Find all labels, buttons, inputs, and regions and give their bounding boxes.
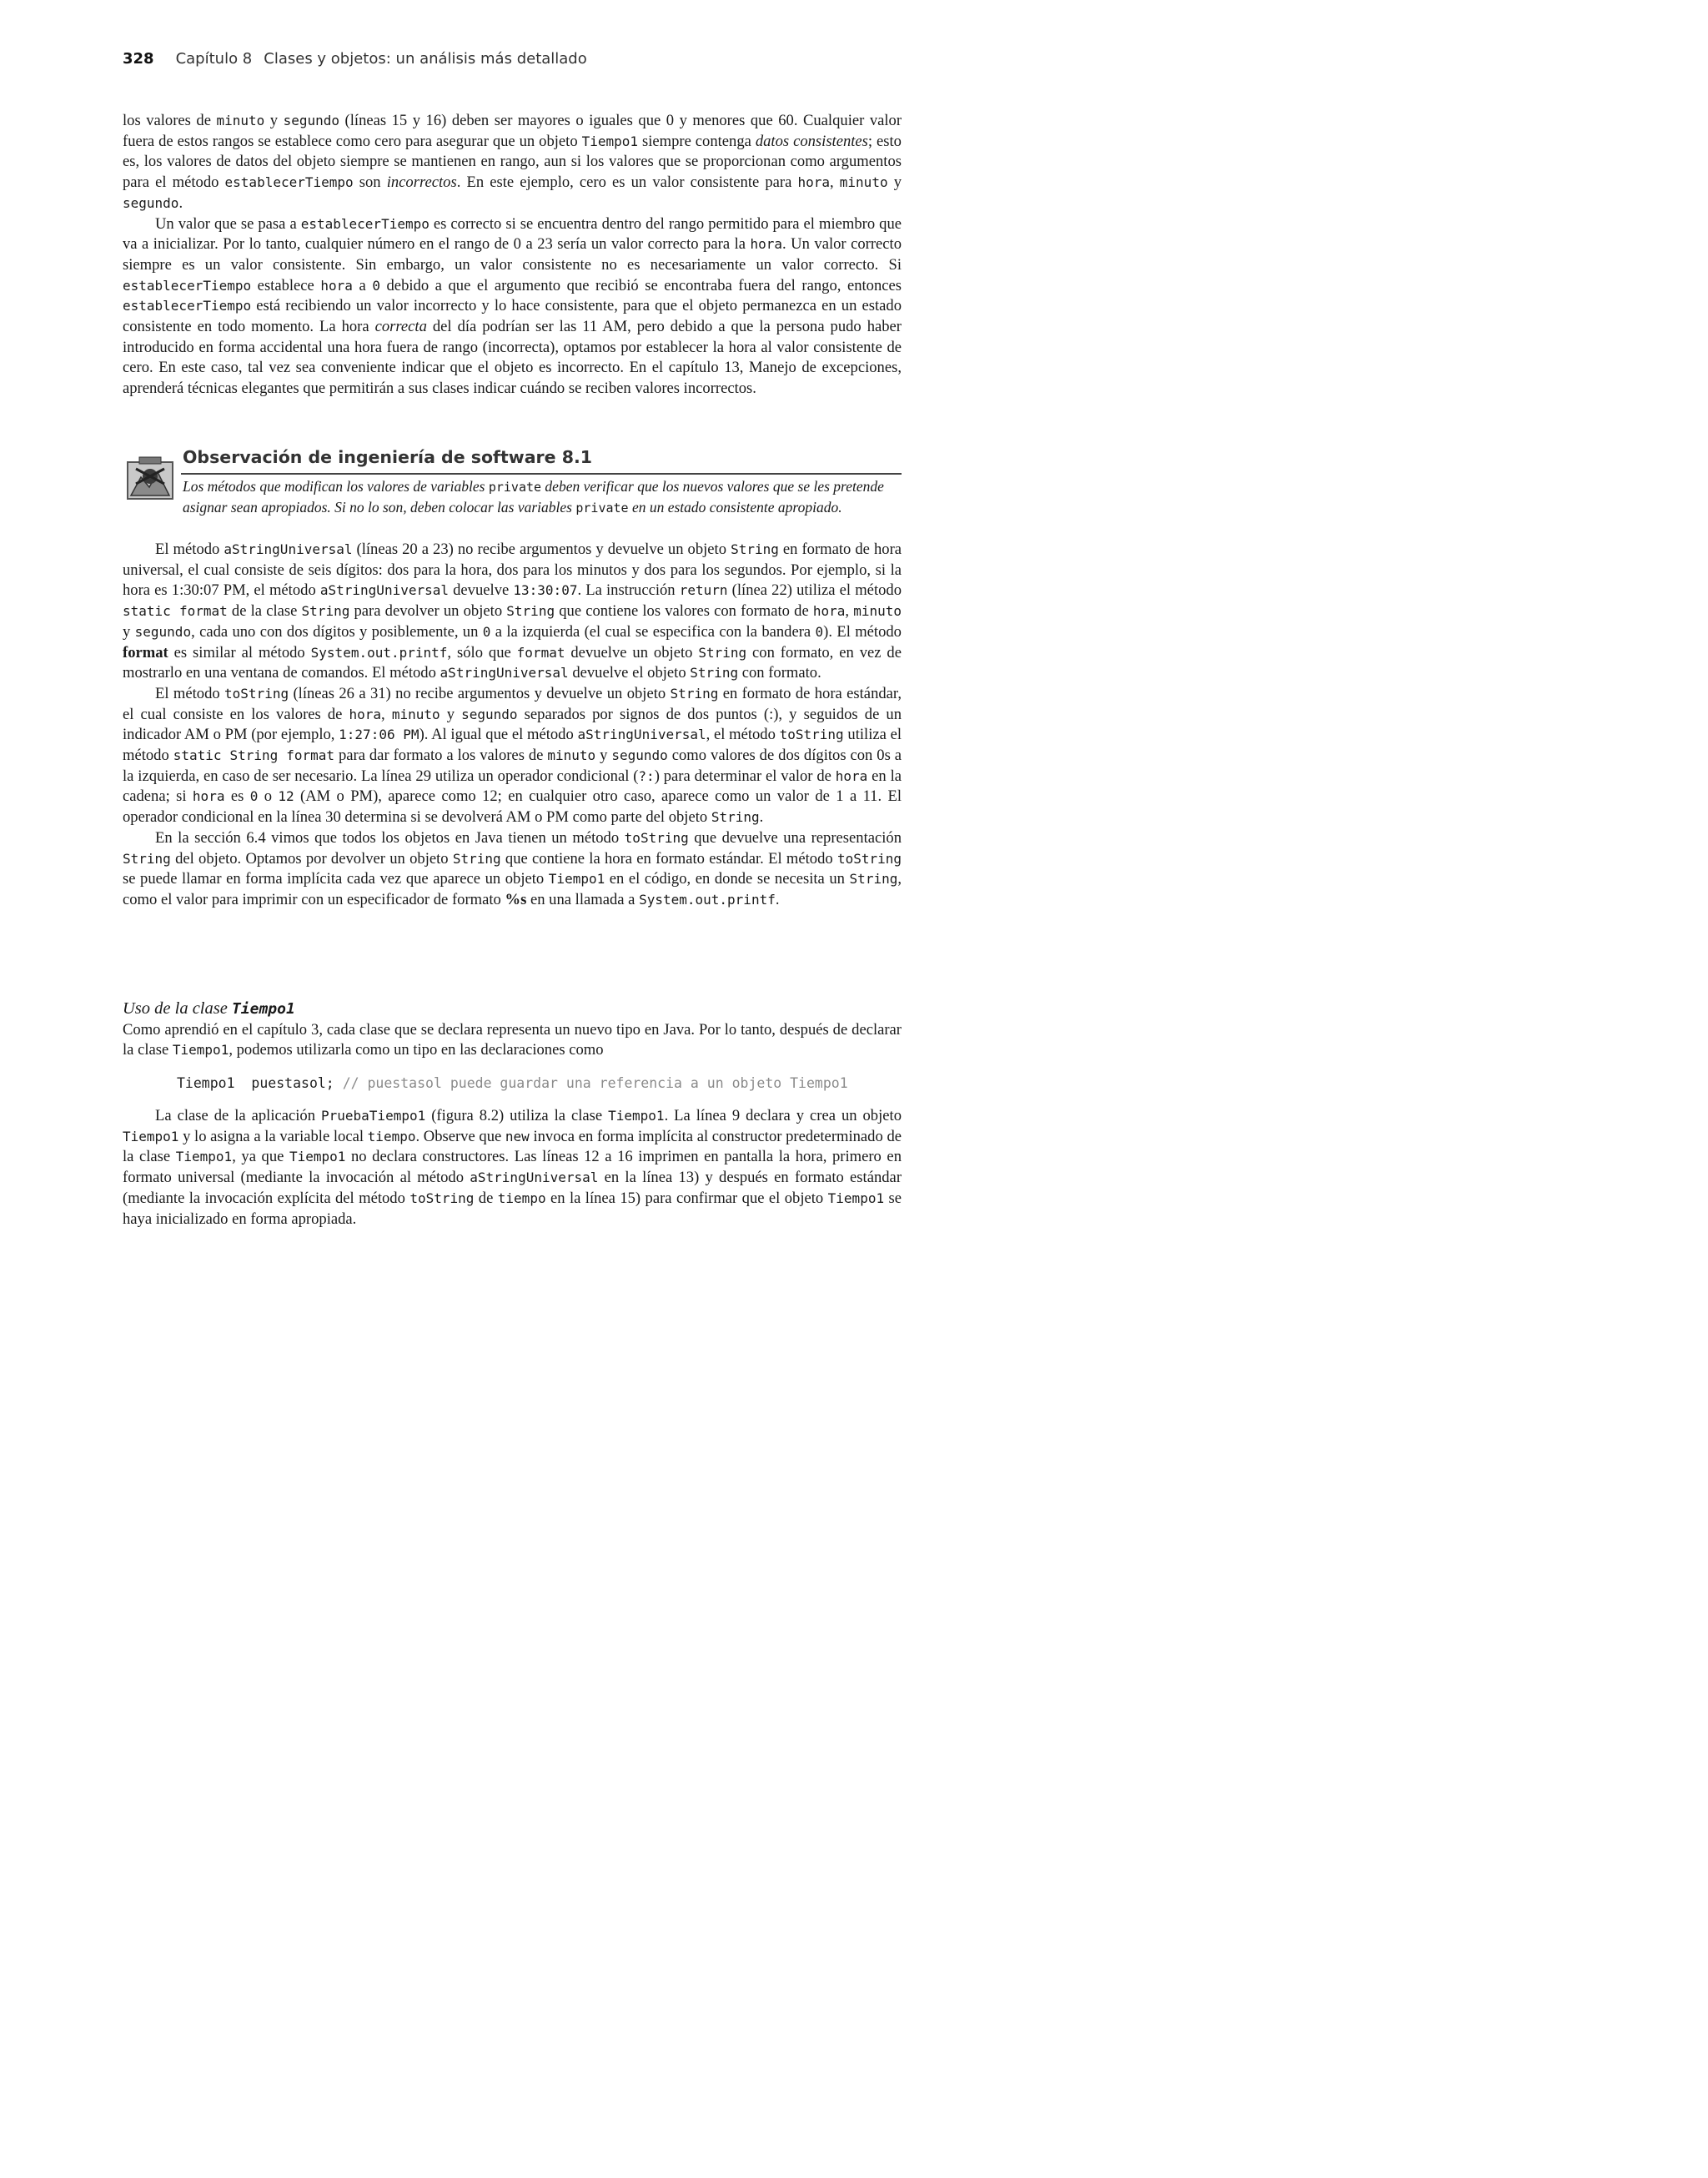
inline-code: Tiempo1 [289, 1149, 346, 1165]
emphasis: incorrectos [386, 174, 457, 192]
text-run: , [381, 705, 392, 723]
text-run: los valores de [123, 112, 217, 129]
inline-code: toString [409, 1190, 475, 1206]
inline-code: toString [779, 727, 844, 743]
inline-code: establecerTiempo [224, 174, 354, 191]
text-run: no declara constructores. Las líneas 12 a 16 imprimen en pantalla la hora, primero en formato universal (mediante la invocación al método [123, 1148, 902, 1187]
inline-code: aStringUniversal [577, 727, 706, 743]
inline-code: System.out.printf [639, 891, 776, 908]
text-run: , el método [706, 726, 780, 744]
text-run: en formato de hora universal, el cual consiste de seis dígitos: dos para la hora, dos para los minutos y dos para los segundos. Por ejemplo, si la hora es 1:30:07 PM, el método [123, 541, 902, 600]
text-run: se haya inicializado en forma apropiada. [123, 1189, 902, 1228]
section-heading-code: Tiempo1 [231, 1000, 295, 1018]
inline-code: 13:30:07 [513, 582, 578, 599]
text-run: es similar al método [168, 643, 311, 661]
paragraph [123, 828, 902, 911]
text-run: devuelve el objeto [568, 664, 691, 682]
inline-code: String [690, 665, 739, 682]
paragraph [123, 111, 902, 214]
text-run: (línea 22) utiliza el método [727, 581, 902, 600]
text-run: en la cadena; si [123, 767, 902, 806]
inline-code: String [301, 603, 350, 620]
text-run: Un valor que se pasa a [155, 214, 301, 233]
text-run: La clase de la aplicación [155, 1107, 321, 1124]
text-run: ; esto es, los valores de datos del objeto siempre se mantienen en rango, aun si los valores que se proporcionan como argumentos para el método [123, 132, 902, 192]
inline-code: Tiempo1 [123, 1128, 179, 1144]
paragraph [123, 1020, 902, 1061]
inline-code: segundo [283, 113, 340, 128]
text-run: devuelve [449, 581, 514, 600]
inline-code: static String format [173, 747, 334, 764]
paragraph [123, 1106, 902, 1230]
text-run: (AM o PM), aparece como 12; en cualquier otro caso, aparece como un valor de 1 a 11. El operador condicional en la línea 30 determina si se devolverá AM o PM como parte del objeto [123, 787, 902, 827]
text-run: y [264, 112, 284, 129]
inline-code: new [505, 1128, 530, 1144]
inline-code: minuto [547, 747, 596, 764]
text-run: , [830, 174, 840, 192]
text-run: , [845, 602, 854, 621]
inline-code: 1:27:06 PM [339, 727, 419, 743]
text-run: a [352, 276, 373, 294]
inline-code: establecerTiempo [123, 298, 252, 314]
inline-code: establecerTiempo [300, 215, 430, 232]
text-run: utiliza el método [123, 726, 902, 765]
text-run: y [123, 622, 135, 641]
text-run: a la izquierda (el cual se especifica con la bandera [490, 622, 816, 641]
inline-code: private [575, 500, 629, 516]
inline-code: hora [320, 277, 353, 294]
inline-code: toString [836, 850, 902, 867]
inline-code: String [731, 541, 779, 557]
text-run: ). El método [823, 622, 902, 641]
software-engineering-icon [124, 454, 176, 502]
text-run: . Un valor correcto siempre es un valor consistente. Sin embargo, un valor consistente no es necesariamente un valor correcto. Si [123, 235, 902, 274]
inline-code: toString [624, 829, 689, 846]
text-run: . Observe que [415, 1127, 505, 1145]
text-run: deben verificar que los nuevos valores que se les pretende asignar sean apropiados. Si no lo son, deben colocar las variables [183, 478, 884, 516]
inline-code: establecerTiempo [123, 277, 252, 294]
text-run: El método [155, 541, 224, 558]
inline-code: 0 [815, 623, 824, 640]
bold-text: %s [505, 890, 527, 908]
paragraph [123, 540, 902, 684]
inline-code: private [488, 480, 542, 495]
text-run: son [353, 174, 387, 192]
inline-code: ?: [638, 767, 655, 784]
inline-code: minuto [853, 603, 902, 620]
inline-code: String [849, 871, 898, 888]
inline-code: Tiempo1 [827, 1190, 885, 1206]
text-run: como valores de dos dígitos con 0s a la izquierda, en caso de ser necesario. La línea 29 utiliza un operador condicional ( [123, 747, 902, 785]
inline-code: minuto [391, 706, 440, 722]
observation-text [183, 477, 902, 519]
inline-code: System.out.printf [310, 644, 448, 661]
inline-code: return [679, 582, 728, 599]
inline-code: String [698, 644, 747, 661]
inline-code: aStringUniversal [319, 582, 449, 599]
text-run: . La instrucción [577, 581, 680, 600]
text-run: En la sección 6.4 vimos que todos los objetos en Java tienen un método [155, 828, 625, 847]
text-run: siempre contenga [638, 132, 756, 150]
text-run: , como el valor para imprimir con un especificador de formato [123, 870, 902, 908]
text-run: . [759, 808, 764, 827]
inline-code: hora [835, 767, 868, 784]
inline-code: Tiempo1 [175, 1149, 233, 1165]
observation-title: Observación de ingeniería de software 8.1 [183, 447, 593, 467]
inline-code: hora [750, 236, 783, 253]
text-run: en formato de hora estándar, el cual consiste en los valores de [123, 684, 902, 723]
text-run: , sólo que [447, 643, 517, 661]
inline-code: toString [224, 685, 289, 702]
inline-code: segundo [123, 194, 179, 211]
text-run: es correcto si se encuentra dentro del rango permitido para el miembro que va a inicializar. Por lo tanto, cualquier número en el rango de 0 a 23 sería un valor correcto para la [123, 214, 902, 254]
inline-code: Tiempo1 [548, 871, 605, 888]
inline-code: hora [797, 174, 831, 191]
text-run: en una llamada a [526, 890, 640, 908]
text-run: ). Al igual que el método [419, 726, 578, 744]
text-run: establece [251, 276, 321, 294]
inline-code: hora [192, 788, 225, 805]
emphasis: correcta [374, 318, 427, 336]
text-run: con formato. [738, 664, 821, 682]
software-engineering-observation [123, 444, 902, 521]
inline-code: tiempo [367, 1128, 416, 1144]
text-run: para dar formato a los valores de [334, 747, 548, 765]
text-run: (líneas 20 a 23) no recibe argumentos y devuelve un objeto [352, 541, 731, 558]
inline-code: aStringUniversal [470, 1169, 599, 1186]
inline-code: segundo [134, 623, 192, 640]
text-run: devuelve un objeto [565, 643, 699, 661]
text-run: . [775, 890, 780, 908]
chapter-title: Clases y objetos: un análisis más detallado [264, 50, 587, 68]
inline-code: Tiempo1 [172, 1042, 229, 1059]
text-run: que contiene la hora en formato estándar. El método [500, 849, 837, 868]
text-run: ) para determinar el valor de [654, 767, 836, 785]
text-run: del objeto. Optamos por devolver un objeto [170, 849, 453, 868]
text-run: es [224, 787, 250, 806]
text-run: (líneas 26 a 31) no recibe argumentos y devuelve un objeto [289, 684, 671, 702]
inline-code: aStringUniversal [440, 665, 569, 682]
inline-code: hora [349, 706, 382, 722]
text-run: , podemos utilizarla como un tipo en las declaraciones como [229, 1041, 604, 1059]
text-run: y [887, 174, 902, 192]
inline-code: segundo [461, 706, 518, 722]
text-run: invoca en forma implícita al constructor predeterminado de la clase [123, 1127, 902, 1166]
emphasis: datos consistentes [755, 132, 868, 150]
text-run: en el código, en donde se necesita un [605, 870, 850, 888]
text-run: , cada uno con dos dígitos y posiblemente, un [191, 622, 483, 641]
text-run: Los métodos que modifican los valores de variables [183, 478, 489, 495]
inline-code: Tiempo1 [608, 1108, 665, 1124]
text-run: (líneas 15 y 16) deben ser mayores o iguales que 0 y menores que 60. Cualquier valor fuera de estos rangos se establece como cero para asegurar que un objeto [123, 112, 902, 150]
text-run: con formato, en vez de mostrarlo en una ventana de comandos. El método [123, 643, 902, 682]
inline-code: segundo [611, 747, 668, 764]
chapter-label: Capítulo 8 [175, 50, 253, 68]
text-run: de la clase [227, 602, 302, 621]
text-run: o [258, 787, 279, 806]
inline-code: 0 [482, 623, 491, 640]
inline-code: 0 [249, 788, 259, 805]
text-block-3 [123, 1106, 902, 1230]
text-run: y [440, 705, 462, 723]
code-comment: // puestasol puede guardar una referencia a un objeto Tiempo1 [342, 1075, 848, 1091]
text-run: en un estado consistente apropiado. [628, 498, 842, 516]
text-run: . En este ejemplo, cero es un valor consistente para [456, 174, 798, 192]
text-run: . [178, 194, 183, 212]
text-run: , ya que [232, 1148, 289, 1166]
text-run: (figura 8.2) utiliza la clase [425, 1107, 609, 1124]
text-run: Como aprendió en el capítulo 3, cada clase que se declara representa un nuevo tipo en Java. Por lo tanto, después de declarar la clase [123, 1020, 902, 1059]
inline-code: PruebaTiempo1 [321, 1108, 426, 1124]
code-example [177, 1075, 848, 1091]
section-heading-text: Uso de la clase [123, 999, 232, 1018]
paragraph [123, 684, 902, 828]
paragraph [123, 214, 902, 400]
bold-text: format [123, 643, 168, 661]
inline-code: String [506, 603, 555, 620]
text-run: del día podrían ser las 11 AM, pero debido a que la persona pudo haber introducido en forma accidental una hora fuera de rango (incorrecta), optamos por establecer la hora al valor consistente de cero. En este caso, tal vez sea conveniente indicar que el objeto es incorrecto. En el capítulo 13, Manejo de excepciones, aprenderá técnicas elegantes que permitirán a sus clases indicar cuándo se reciben valores incorrectos. [123, 318, 902, 398]
text-block-2 [123, 540, 902, 911]
inline-code: minuto [216, 113, 265, 128]
inline-code: aStringUniversal [224, 541, 353, 557]
text-run: y [595, 747, 612, 765]
section-heading [123, 998, 902, 1020]
inline-code: String [670, 685, 719, 702]
text-block-1 [123, 111, 902, 400]
running-header [123, 50, 587, 68]
inline-code: hora [812, 603, 846, 620]
text-run: para devolver un objeto [349, 602, 507, 621]
inline-code: format [516, 644, 565, 661]
code-statement: Tiempo1 puestasol; [177, 1075, 343, 1091]
inline-code: String [452, 850, 501, 867]
inline-code: 12 [278, 788, 294, 805]
inline-code: static format [123, 603, 228, 620]
text-run: El método [155, 684, 225, 702]
section-intro-block [123, 998, 902, 1061]
text-run: está recibiendo un valor incorrecto y lo hace consistente, para que el objeto permanezca en un estado consistente en todo momento. La hora [123, 297, 902, 336]
inline-code: Tiempo1 [581, 133, 639, 149]
inline-code: 0 [372, 277, 380, 294]
text-run: y lo asigna a la variable local [178, 1127, 368, 1145]
text-run: se puede llamar en forma implícita cada vez que aparece un objeto [123, 870, 549, 888]
text-run: separados por signos de dos puntos (:), y seguidos de un indicador AM o PM (por ejemplo, [123, 705, 902, 744]
text-run: en la línea 15) para confirmar que el objeto [545, 1189, 828, 1207]
observation-rule [181, 473, 902, 475]
text-run: debido a que el argumento que recibió se encontraba fuera del rango, entonces [379, 276, 902, 294]
text-run: que contiene los valores con formato de [555, 602, 813, 621]
text-run: que devuelve una representación [688, 828, 902, 847]
page-number: 328 [123, 50, 154, 68]
inline-code: String [711, 809, 760, 826]
text-run: de [474, 1189, 498, 1207]
inline-code: tiempo [497, 1190, 546, 1206]
inline-code: minuto [839, 174, 888, 191]
text-run: . La línea 9 declara y crea un objeto [664, 1107, 902, 1124]
inline-code: String [123, 850, 171, 867]
text-run: en la línea 13) y después en formato estándar (mediante la invocación explícita del método [123, 1169, 902, 1207]
